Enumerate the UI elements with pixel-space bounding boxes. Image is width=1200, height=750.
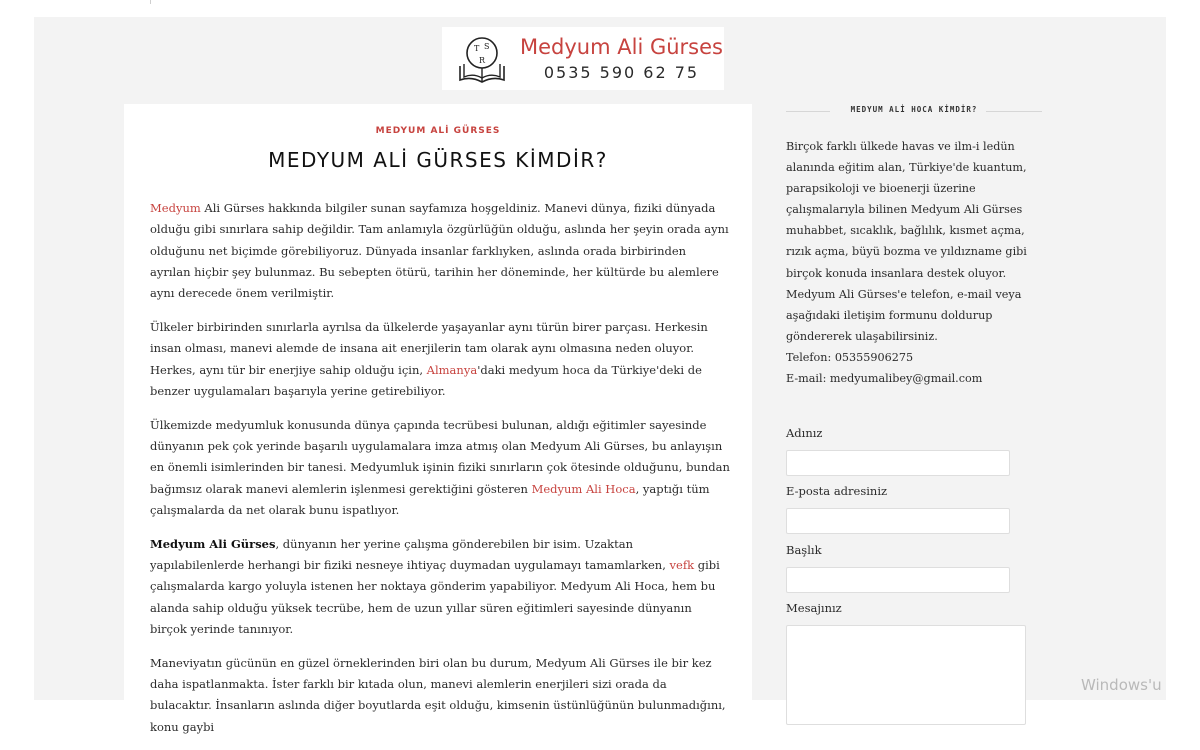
bio-line: çalışmalarıyla bilinen Medyum Ali Gürses [786,203,1023,217]
paragraph-4-text-a: , dünyanın her yerine çalışma gönderebilen bir isim. Uzaktan yapılabilenlerde herhangi bir fiziki nesneye ihtiyaç duymadan uygulamayı tamamlarken, [150,536,670,572]
bio-line: alanında eğitim alan, Türkiye'de kuantum, [786,161,1027,175]
bio-line: parapsikoloji ve bioenerji üzerine [786,182,976,196]
name-label: Adınız [786,426,823,440]
bio-line: muhabbet, sıcaklık, bağlılık, kısmet açma, [786,224,1025,238]
logo-site-name: Medyum Ali Gürses [520,35,723,59]
bio-line: Medyum Ali Gürses'e telefon, e-mail veya [786,287,1022,301]
paragraph-3-text-b: , yaptığı tüm çalışmalarda da net olarak bunu ispatlıyor. [150,481,710,517]
logo-phone-number: 0535 590 62 75 [543,63,700,82]
message-label: Mesajınız [786,601,842,615]
bio-line: aşağıdaki iletişim formunu doldurup [786,308,993,322]
open-book-emblem-icon [454,32,510,86]
bio-line: göndererek ulaşabilirsiniz. [786,329,938,343]
bio-phone: Telefon: 05355906275 [786,350,914,364]
article-body [150,198,730,750]
sidebar [786,104,1042,615]
medyum-ali-hoca-link[interactable]: Medyum Ali Hoca [531,481,636,496]
bio-line: Birçok farklı ülkede havas ve ilm-i ledün [786,140,1015,153]
article-category-link[interactable]: MEDYUM ALİ GÜRSES [375,126,501,136]
message-textarea[interactable] [786,625,1026,725]
email-label: E-posta adresiniz [786,484,888,498]
site-logo[interactable] [442,27,724,90]
widget-title: MEDYUM ALİ HOCA KİMDİR? [850,105,978,114]
subject-input[interactable] [786,567,1010,593]
bio-email: E-mail: medyumalibey@gmail.com [786,372,983,386]
top-edge-tick [150,0,151,4]
article-paragraph-2 [150,317,730,402]
paragraph-2-text-a: Ülkeler birbirinden sınırlarla ayrılsa da ülkelerde yaşayanlar aynı türün birer parçası. Herkesin insan olması, manevi alemde de insana ait enerjilerin tam olarak aynı olmasına neden oluyor. Herkes, aynı tür bir enerjiye sahip olduğu için, [150,319,708,377]
emblem-letter-r: R [479,55,486,65]
email-input[interactable] [786,508,1010,534]
windows-activation-watermark: Windows'u [1081,676,1162,694]
vefk-link[interactable]: vefk [669,557,695,572]
article-paragraph-5 [150,653,730,738]
paragraph-3-text-a: Ülkemizde medyumluk konusunda dünya çapında tecrübesi bulunan, aldığı eğitimler sayesinde dünyanın pek çok yerinde başarılı uygulamalara imza atmış olan Medyum Ali Gürses, bu anlayışın en önemli isimlerinden bir tanesi. Medyumluk işinin fiziki sınırların çok ötesinde olduğunu, bundan bağımsız olarak manevi alemlerin işlenmesi gerektiğini gösteren [150,417,730,496]
widget-heading [786,104,1042,120]
name-input[interactable] [786,450,1010,476]
article-paragraph-4 [150,534,730,640]
medyum-link[interactable]: Medyum [150,201,201,215]
paragraph-4-bold-name: Medyum Ali Gürses [150,536,276,551]
article-paragraph-1 [150,198,730,304]
emblem-letter-s: S [484,41,490,51]
article-card [124,104,752,734]
article-paragraph-3 [150,415,730,521]
paragraph-5-text: Maneviyatın gücünün en güzel örneklerinden biri olan bu durum, Medyum Ali Gürses ile bir kez daha ispatlanmakta. İster farklı bir kıtada olun, manevi alemlerin enerjileri sizi orada da bulacaktır. İnsanların aslında diğer boyutlarda eşit olduğu, kimsenin üstünlüğünün bulunmadığını, konu gaybi [150,655,726,734]
widget-heading-rule-right [986,111,1042,112]
paragraph-1-text: Ali Gürses hakkında bilgiler sunan sayfamıza hoşgeldiniz. Manevi dünya, fiziki dünyada olduğu gibi sınırlara sahip değildir. Tam anlamıyla özgürlüğün olduğu, aslında her şeyin orada aynı olduğunu net biçimde görebiliyoruz. Dünyada insanlar farklıyken, aslında orada birbirinden ayrılan hiçbir şey bulunmaz. Bu sebepten ötürü, tarihin her döneminde, her kültürde bu alemlere aynı derecede önem verilmiştir. [150,201,729,301]
article-title: MEDYUM ALİ GÜRSES KİMDİR? [268,148,608,172]
bio-line: rızık açma, büyü bozma ve yıldızname gibi [786,245,1027,259]
paragraph-4-text-b: gibi çalışmalarda kargo yoluyla istenen her noktaya gönderim yapabiliyor. Medyum Ali Hoca, hem bu alanda sahip olduğu yüksek tecrübe, hem de uzun yıllar süren eğitimleri sayesinde dünyanın birçok yerinde tanınıyor. [150,557,720,636]
widget-bio-text [786,136,1034,389]
paragraph-2-text-b: 'daki medyum hoca da Türkiye'deki de benzer uygulamaları başarıyla yerine getirebiliyor. [150,362,702,398]
almanya-link[interactable]: Almanya [426,362,478,377]
emblem-letter-t: T [474,43,480,53]
bio-line: birçok konuda insanlara destek oluyor. [786,266,1007,280]
subject-label: Başlık [786,543,822,557]
